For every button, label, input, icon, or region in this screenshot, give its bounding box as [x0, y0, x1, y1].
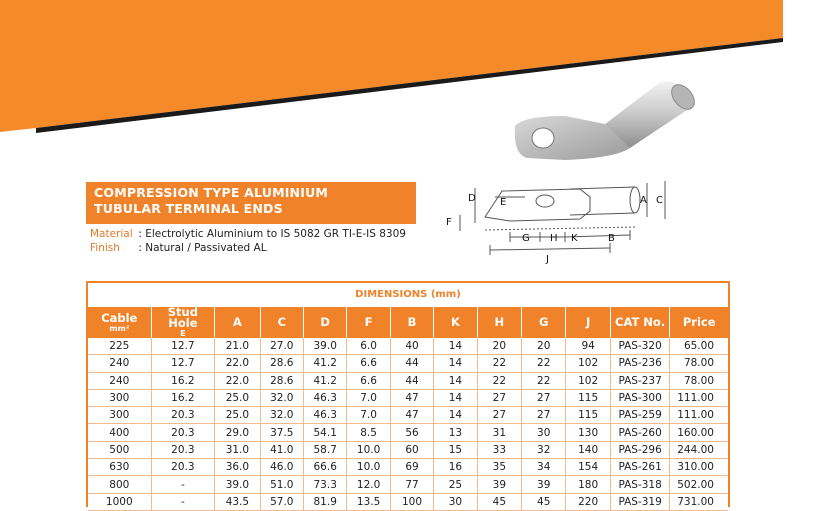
- dimension-diagram: [440, 175, 675, 275]
- cell-c: 37.5: [260, 424, 303, 441]
- cell-d: 81.9: [304, 493, 347, 510]
- column-header-price-label: Price: [682, 315, 716, 329]
- cell-cable: 240: [88, 355, 151, 372]
- cell-h: 20: [477, 338, 521, 355]
- cell-cable: 225: [88, 338, 151, 355]
- cell-c: 28.6: [260, 372, 303, 389]
- column-header-g: [522, 307, 566, 338]
- product-title-line1: COMPRESSION TYPE ALUMINIUM: [94, 185, 329, 200]
- spec-material-label: Material: [90, 228, 133, 240]
- cell-k: 16: [434, 459, 477, 476]
- cell-price: 65.00: [683, 340, 714, 353]
- cell-f: 8.5: [347, 424, 390, 441]
- column-header-cat-no: [610, 307, 670, 338]
- column-header-h-label: H: [494, 315, 505, 329]
- spec-finish-label: Finish: [90, 242, 120, 254]
- table-row: [88, 459, 728, 476]
- cell-k: 30: [434, 493, 477, 510]
- cell-a: 22.0: [215, 372, 260, 389]
- cell-j: 154: [566, 459, 610, 476]
- cell-d: 54.1: [304, 424, 347, 441]
- column-header-stud-hole-sub: E: [180, 329, 186, 338]
- dimensions-table-panel: [86, 281, 730, 507]
- cell-f: 6.6: [347, 355, 390, 372]
- spec-material-value: Electrolytic Aluminium to IS 5082 GR TI-E-IS 8309: [145, 228, 406, 240]
- cell-j: 115: [566, 389, 610, 406]
- cell-b: 47: [390, 407, 433, 424]
- cell-cat-no: PAS-261: [610, 459, 670, 476]
- cell-cat-no: PAS-296: [610, 441, 670, 458]
- cell-cable: 240: [88, 372, 151, 389]
- spec-finish-sep: :: [138, 242, 142, 254]
- table-row: [88, 389, 728, 406]
- table-row: [88, 407, 728, 424]
- table-body: [88, 338, 728, 510]
- cell-cat-no: PAS-318: [610, 476, 670, 493]
- cell-price: 78.00: [683, 374, 714, 387]
- cell-c: 32.0: [260, 407, 303, 424]
- spec-material: [90, 228, 406, 240]
- cell-g: 22: [522, 372, 566, 389]
- cell-f: 6.0: [347, 338, 390, 355]
- cell-j: 130: [566, 424, 610, 441]
- product-title: [86, 182, 416, 224]
- cell-g: 20: [522, 338, 566, 355]
- diagram-label-h: H: [550, 233, 558, 244]
- cell-h: 27: [477, 407, 521, 424]
- column-header-c: [260, 307, 303, 338]
- cell-stud-hole: 16.2: [151, 389, 215, 406]
- cell-k: 14: [434, 389, 477, 406]
- cell-d: 73.3: [304, 476, 347, 493]
- cell-cable: 630: [88, 459, 151, 476]
- cell-a: 31.0: [215, 441, 260, 458]
- column-header-a-label: A: [232, 315, 242, 329]
- cell-d: 39.0: [304, 338, 347, 355]
- cell-d: 66.6: [304, 459, 347, 476]
- cell-g: 30: [522, 424, 566, 441]
- terminal-lug-photo: [505, 78, 705, 168]
- cell-f: 7.0: [347, 389, 390, 406]
- cell-price: 310.00: [677, 461, 714, 474]
- cell-stud-hole: -: [151, 476, 215, 493]
- cell-a: 25.0: [215, 389, 260, 406]
- cell-a: 21.0: [215, 338, 260, 355]
- cell-g: 34: [522, 459, 566, 476]
- cell-cat-no: PAS-259: [610, 407, 670, 424]
- diagram-label-f: F: [446, 217, 452, 228]
- column-header-cable-label: Cable: [101, 310, 138, 325]
- column-header-b-label: B: [407, 315, 417, 329]
- cell-price: 160.00: [677, 426, 714, 439]
- cell-d: 41.2: [304, 355, 347, 372]
- column-header-cable-sub: mm²: [109, 323, 130, 333]
- cell-b: 77: [390, 476, 433, 493]
- column-header-cable: [88, 307, 151, 338]
- diagram-label-g: G: [522, 233, 530, 244]
- spec-material-sep: :: [138, 228, 142, 240]
- cell-cable: 800: [88, 476, 151, 493]
- cell-cat-no: PAS-260: [610, 424, 670, 441]
- cell-d: 46.3: [304, 389, 347, 406]
- cell-g: 32: [522, 441, 566, 458]
- cell-cat-no: PAS-300: [610, 389, 670, 406]
- cell-g: 27: [522, 407, 566, 424]
- table-row: [88, 372, 728, 389]
- cell-b: 47: [390, 389, 433, 406]
- cell-c: 51.0: [260, 476, 303, 493]
- cell-g: 45: [522, 493, 566, 510]
- cell-a: 22.0: [215, 355, 260, 372]
- cell-h: 39: [477, 476, 521, 493]
- column-header-k-label: K: [450, 315, 460, 329]
- cell-j: 115: [566, 407, 610, 424]
- cell-b: 56: [390, 424, 433, 441]
- cell-h: 31: [477, 424, 521, 441]
- cell-stud-hole: 20.3: [151, 407, 215, 424]
- dimensions-title: DIMENSIONS (mm): [355, 289, 461, 300]
- column-header-d-label: D: [320, 315, 330, 329]
- diagram-label-e: E: [500, 197, 507, 208]
- column-header-cat-no-label: CAT No.: [615, 315, 666, 329]
- column-header-g-label: G: [539, 315, 549, 329]
- cell-a: 29.0: [215, 424, 260, 441]
- cell-stud-hole: 12.7: [151, 355, 215, 372]
- cell-a: 25.0: [215, 407, 260, 424]
- cell-f: 6.6: [347, 372, 390, 389]
- cell-price: 111.00: [677, 409, 714, 422]
- cell-f: 10.0: [347, 441, 390, 458]
- cell-j: 102: [566, 355, 610, 372]
- cell-c: 27.0: [260, 338, 303, 355]
- cell-cable: 400: [88, 424, 151, 441]
- column-header-f-label: F: [364, 315, 373, 329]
- table-row: [88, 355, 728, 372]
- cell-k: 14: [434, 372, 477, 389]
- column-header-d: [304, 307, 347, 338]
- cell-k: 14: [434, 407, 477, 424]
- cell-g: 22: [522, 355, 566, 372]
- cell-h: 33: [477, 441, 521, 458]
- cell-c: 32.0: [260, 389, 303, 406]
- spec-finish-value: Natural / Passivated AL: [145, 242, 267, 254]
- column-header-f: [347, 307, 390, 338]
- cell-d: 41.2: [304, 372, 347, 389]
- cell-c: 46.0: [260, 459, 303, 476]
- cell-stud-hole: 16.2: [151, 372, 215, 389]
- cell-cat-no: PAS-236: [610, 355, 670, 372]
- diagram-label-k: K: [571, 233, 578, 244]
- cell-price: 502.00: [677, 478, 714, 491]
- cell-price: 244.00: [677, 443, 714, 456]
- cell-f: 7.0: [347, 407, 390, 424]
- cell-cat-no: PAS-237: [610, 372, 670, 389]
- column-header-h: [477, 307, 521, 338]
- table-row: [88, 338, 728, 355]
- table-header-row: [88, 307, 728, 338]
- cell-d: 58.7: [304, 441, 347, 458]
- diagram-label-b: B: [608, 233, 615, 244]
- cell-cable: 500: [88, 441, 151, 458]
- cell-a: 36.0: [215, 459, 260, 476]
- cell-h: 22: [477, 372, 521, 389]
- diagram-label-j: J: [546, 254, 549, 265]
- spec-finish: [90, 242, 267, 254]
- cell-a: 39.0: [215, 476, 260, 493]
- cell-j: 94: [566, 338, 610, 355]
- column-header-j: [566, 307, 610, 338]
- column-header-stud-hole-label: Stud Hole: [167, 305, 198, 330]
- product-title-line2: TUBULAR TERMINAL ENDS: [94, 201, 283, 216]
- cell-k: 25: [434, 476, 477, 493]
- table-row: [88, 424, 728, 441]
- cell-g: 27: [522, 389, 566, 406]
- cell-j: 180: [566, 476, 610, 493]
- cell-stud-hole: 20.3: [151, 424, 215, 441]
- cell-d: 46.3: [304, 407, 347, 424]
- column-header-stud-hole: [151, 307, 215, 338]
- cell-k: 13: [434, 424, 477, 441]
- cell-c: 41.0: [260, 441, 303, 458]
- cell-h: 22: [477, 355, 521, 372]
- column-header-a: [215, 307, 260, 338]
- cell-b: 100: [390, 493, 433, 510]
- table-row: [88, 493, 728, 510]
- cell-stud-hole: 20.3: [151, 459, 215, 476]
- cell-j: 102: [566, 372, 610, 389]
- cell-h: 35: [477, 459, 521, 476]
- cell-b: 44: [390, 355, 433, 372]
- cell-cable: 300: [88, 407, 151, 424]
- cell-b: 40: [390, 338, 433, 355]
- cell-price: 111.00: [677, 392, 714, 405]
- cell-cat-no: PAS-319: [610, 493, 670, 510]
- cell-j: 140: [566, 441, 610, 458]
- column-header-b: [390, 307, 433, 338]
- cell-b: 69: [390, 459, 433, 476]
- cell-cable: 1000: [88, 493, 151, 510]
- cell-price: 731.00: [677, 495, 714, 508]
- cell-c: 57.0: [260, 493, 303, 510]
- cell-stud-hole: -: [151, 493, 215, 510]
- cell-stud-hole: 20.3: [151, 441, 215, 458]
- cell-cat-no: PAS-320: [610, 338, 670, 355]
- cell-h: 45: [477, 493, 521, 510]
- table-row: [88, 476, 728, 493]
- cell-b: 60: [390, 441, 433, 458]
- cell-g: 39: [522, 476, 566, 493]
- cell-a: 43.5: [215, 493, 260, 510]
- cell-stud-hole: 12.7: [151, 338, 215, 355]
- cell-cable: 300: [88, 389, 151, 406]
- diagram-label-a: A: [640, 195, 647, 206]
- cell-f: 12.0: [347, 476, 390, 493]
- cell-k: 14: [434, 355, 477, 372]
- cell-k: 15: [434, 441, 477, 458]
- cell-k: 14: [434, 338, 477, 355]
- diagram-label-d: D: [468, 193, 476, 204]
- cell-h: 27: [477, 389, 521, 406]
- column-header-price: [670, 307, 728, 338]
- cell-j: 220: [566, 493, 610, 510]
- column-header-j-label: J: [586, 315, 591, 329]
- cell-c: 28.6: [260, 355, 303, 372]
- cell-b: 44: [390, 372, 433, 389]
- cell-price: 78.00: [683, 357, 714, 370]
- diagram-label-c: C: [656, 195, 663, 206]
- table-row: [88, 441, 728, 458]
- column-header-k: [434, 307, 477, 338]
- cell-f: 10.0: [347, 459, 390, 476]
- column-header-c-label: C: [277, 315, 287, 329]
- cell-f: 13.5: [347, 493, 390, 510]
- dimensions-table: [88, 307, 728, 511]
